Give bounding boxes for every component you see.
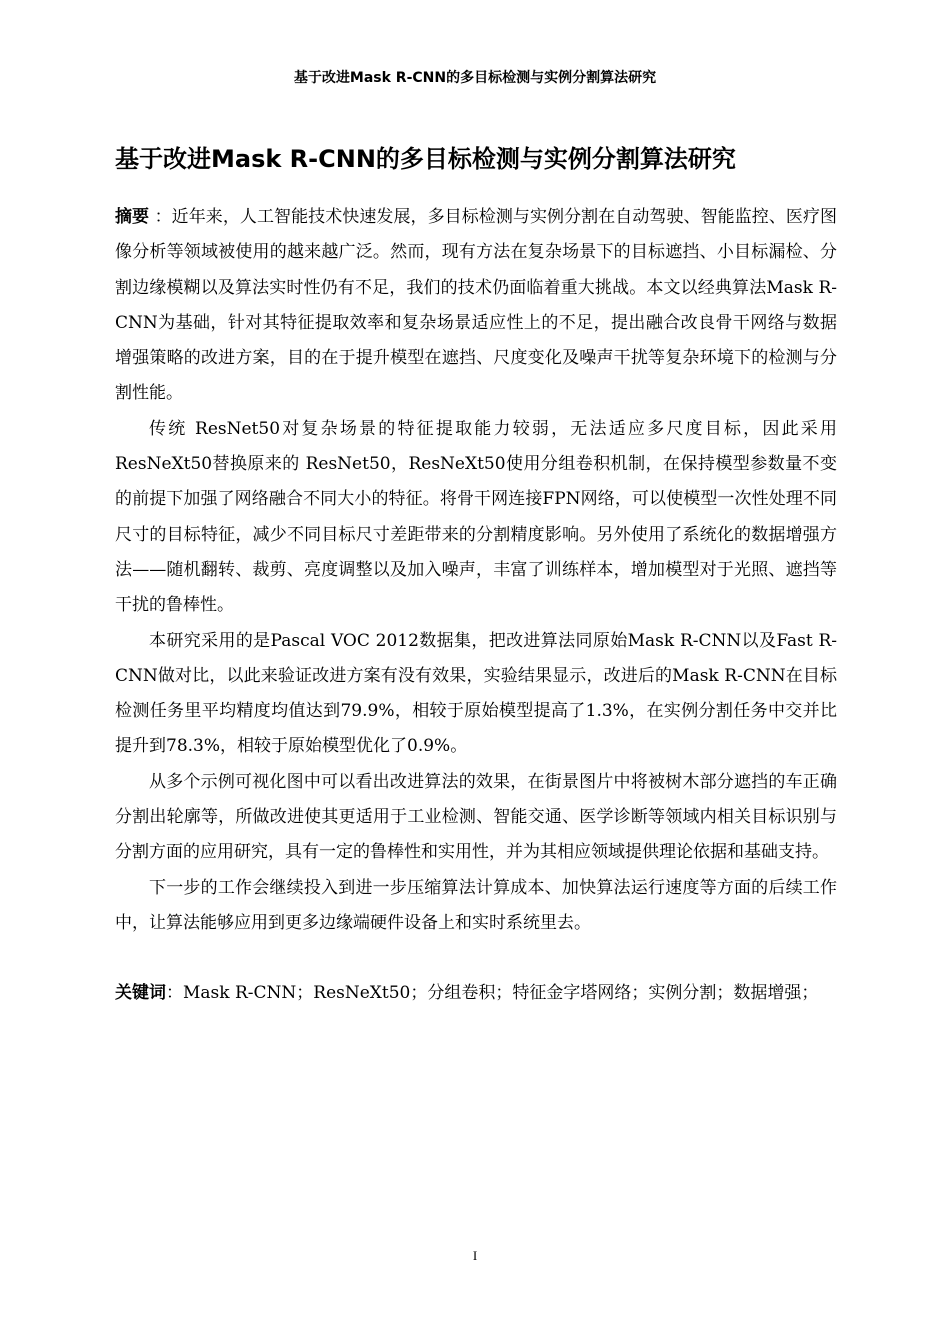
- keywords-separator: ：: [166, 983, 183, 1004]
- abstract-paragraph-5: 下一步的工作会继续投入到进一步压缩算法计算成本、加快算法运行速度等方面的后续工作中，让算法能够应用到更多边缘端硬件设备上和实时系统里去。: [115, 877, 837, 933]
- abstract-paragraph-4: 从多个示例可视化图中可以看出改进算法的效果，在街景图片中将被树木部分遮挡的车正确分割出轮廓等，所做改进使其更适用于工业检测、智能交通、医学诊断等领域内相关目标识别与分割方面的应用研究，具有一定的鲁棒性和实用性，并为其相应领域提供理论依据和基础支持。: [115, 771, 837, 863]
- abstract-separator: ：: [149, 207, 172, 227]
- running-header: 基于改进Mask R-CNN的多目标检测与实例分割算法研究: [293, 70, 657, 86]
- keywords-line: [115, 976, 837, 1011]
- abstract-body: [115, 200, 837, 1012]
- keywords-text: Mask R-CNN；ResNeXt50；分组卷积；特征金字塔网络；实例分割；数据增强；: [183, 983, 819, 1004]
- page-number: I: [472, 1248, 478, 1263]
- abstract-paragraph-1-text: 近年来，人工智能技术快速发展，多目标检测与实例分割在自动驾驶、智能监控、医疗图像分析等领域被使用的越来越广泛。然而，现有方法在复杂场景下的目标遮挡、小目标漏检、分割边缘模糊以及算法实时性仍有不足，我们的技术仍面临着重大挑战。本文以经典算法Mask R-CNN为基础，针对其特征提取效率和复杂场景适应性上的不足，提出融合改良骨干网络与数据增强策略的改进方案，目的在于提升模型在遮挡、尺度变化及噪声干扰等复杂环境下的检测与分割性能。: [115, 207, 838, 404]
- abstract-label: 摘要: [115, 207, 150, 227]
- abstract-paragraph-2: 传统 ResNet50对复杂场景的特征提取能力较弱，无法适应多尺度目标，因此采用ResNeXt50替换原来的 ResNet50，ResNeXt50使用分组卷积机制，在保持模型参数量不变的前提下加强了网络融合不同大小的特征。将骨干网连接FPN网络，可以使模型一次性处理不同尺寸的目标特征，减少不同目标尺寸差距带来的分割精度影响。另外使用了系统化的数据增强方法——随机翻转、裁剪、亮度调整以及加入噪声，丰富了训练样本，增加模型对于光照、遮挡等干扰的鲁棒性。: [115, 418, 837, 616]
- abstract-paragraph-1: [115, 200, 837, 412]
- abstract-paragraph-3: 本研究采用的是Pascal VOC 2012数据集，把改进算法同原始Mask R-CNN以及Fast R-CNN做对比，以此来验证改进方案有没有效果，实验结果显示，改进后的Mask R-CNN在目标检测任务里平均精度均值达到79.9%，相较于原始模型提高了1.3%，在实例分割任务中交并比提升到78.3%，相较于原始模型优化了0.9%。: [115, 630, 837, 757]
- keywords-label: 关键词: [115, 983, 166, 1004]
- page-title: 基于改进Mask R-CNN的多目标检测与实例分割算法研究: [115, 145, 736, 173]
